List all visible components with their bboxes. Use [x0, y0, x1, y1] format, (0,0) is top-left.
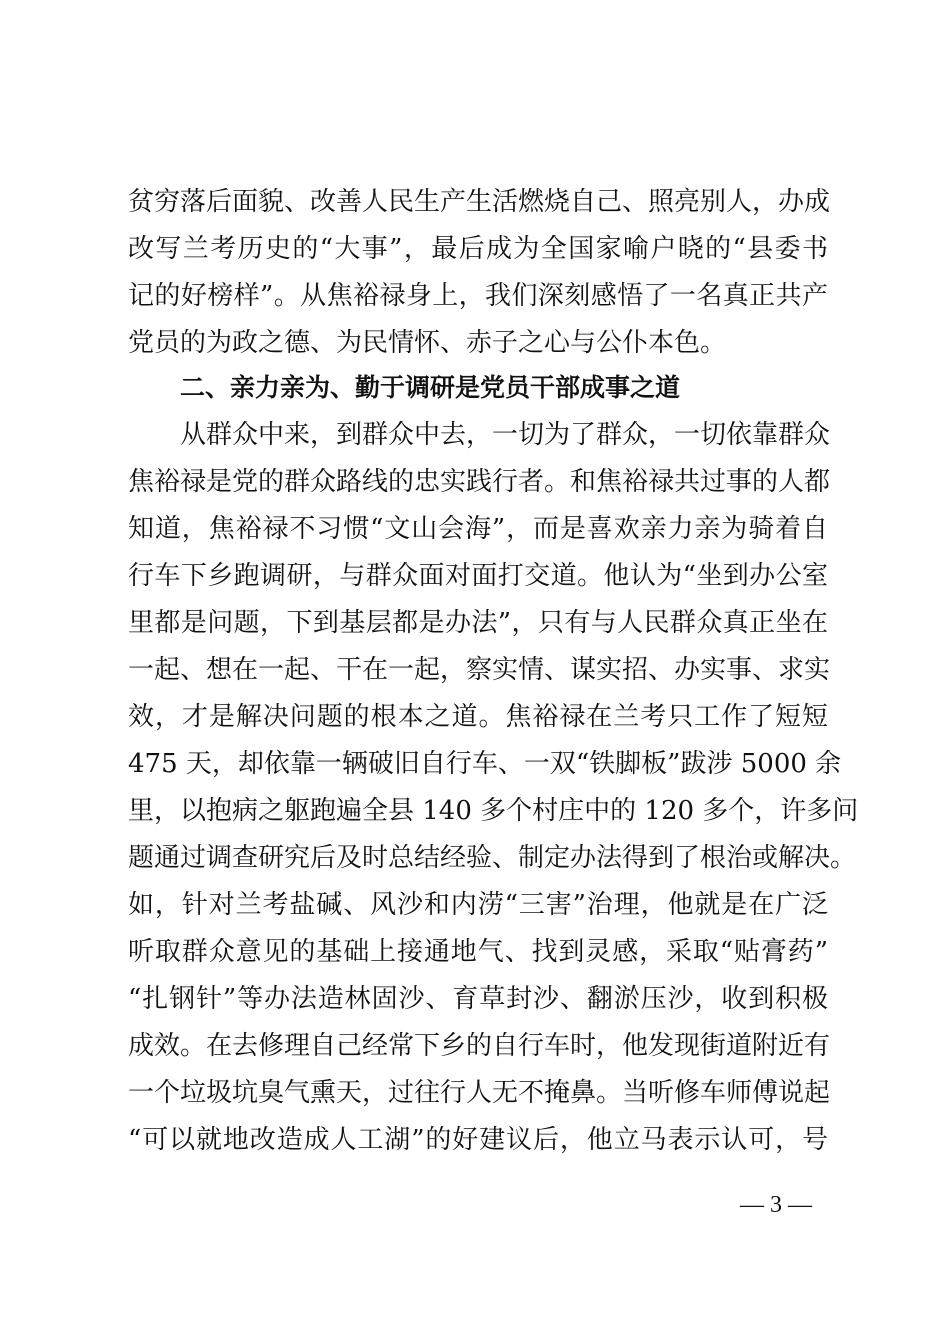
paragraph2-line-2: 焦裕禄是党的群众路线的忠实践行者。和焦裕禄共过事的人都 — [128, 467, 831, 497]
paragraph2-line-9: 里，以抱病之躯跑遍全县 140 多个村庄中的 120 多个，许多问 — [128, 796, 859, 826]
paragraph2-line-4: 行车下乡跑调研，与群众面对面打交道。他认为“坐到办公室 — [128, 561, 828, 591]
paragraph2-line-1: 从群众中来，到群众中去，一切为了群众，一切依靠群众 — [180, 420, 831, 450]
paragraph1-line-4: 党员的为政之德、为民情怀、赤子之心与公仆本色。 — [128, 328, 727, 358]
paragraph2-line-8: 475 天，却依靠一辆破旧自行车、一双“铁脚板”跋涉 5000 余 — [128, 749, 842, 779]
paragraph2-line-15: 一个垃圾坑臭气熏天，过往行人无不掩鼻。当听修车师傅说起 — [128, 1078, 831, 1108]
paragraph2-line-12: 听取群众意见的基础上接通地气、找到灵感，采取“贴膏药” — [128, 937, 828, 967]
paragraph1-line-2: 改写兰考历史的“大事”，最后成为全国家喻户晓的“县委书 — [128, 234, 828, 264]
paragraph2-line-7: 效，才是解决问题的根本之道。焦裕禄在兰考只工作了短短 — [128, 702, 828, 732]
paragraph2-line-6: 一起、想在一起、干在一起，察实情、谋实招、办实事、求实 — [128, 655, 831, 685]
paragraph2-line-11: 如，针对兰考盐碱、风沙和内涝“三害”治理，他就是在广泛 — [128, 890, 828, 920]
paragraph2-line-14: 成效。在去修理自己经常下乡的自行车时，他发现街道附近有 — [128, 1031, 831, 1061]
paragraph2-line-3: 知道，焦裕禄不习惯“文山会海”，而是喜欢亲力亲为骑着自 — [128, 514, 828, 544]
section-heading: 二、亲力亲为、勤于调研是党员干部成事之道 — [180, 373, 681, 402]
paragraph2-line-16: “可以就地改造成人工湖”的好建议后，他立马表示认可，号 — [128, 1125, 828, 1155]
paragraph1-line-3: 记的好榜样”。从焦裕禄身上，我们深刻感悟了一名真正共产 — [128, 281, 828, 311]
paragraph2-line-13: “扎钢针”等办法造林固沙、育草封沙、翻淤压沙，收到积极 — [128, 984, 828, 1014]
paragraph2-line-5: 里都是问题，下到基层都是办法”，只有与人民群众真正坐在 — [128, 608, 828, 638]
page-number: — 3 — — [740, 1192, 812, 1218]
paragraph2-line-10: 题通过调查研究后及时总结经验、制定办法得到了根治或解决。 — [128, 843, 857, 873]
paragraph1-line-1: 贫穷落后面貌、改善人民生产生活燃烧自己、照亮别人，办成 — [128, 187, 831, 217]
